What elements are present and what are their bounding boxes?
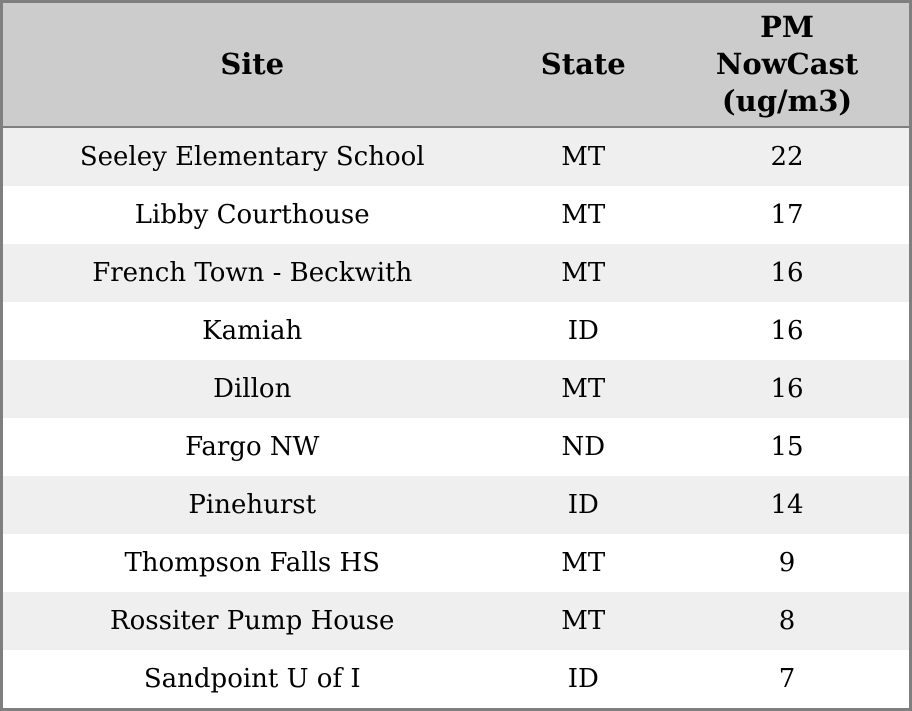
pm-cell: 16 <box>770 258 804 288</box>
state-cell: MT <box>561 374 606 404</box>
pm-cell: 9 <box>778 548 796 578</box>
state-cell: MT <box>561 142 606 172</box>
state-cell: ID <box>567 490 599 520</box>
table-header <box>2 2 911 128</box>
pm-cell: 8 <box>778 606 796 636</box>
state-cell: ID <box>567 316 599 346</box>
col-header-site <box>2 2 502 128</box>
site-cell: Thompson Falls HS <box>124 548 380 578</box>
table-row <box>2 418 911 476</box>
site-cell: Pinehurst <box>188 490 317 520</box>
table-row <box>2 534 911 592</box>
site-cell: Fargo NW <box>185 432 320 462</box>
table-row <box>2 302 911 360</box>
pm-cell: 14 <box>770 490 804 520</box>
col-header-state <box>501 2 665 128</box>
pm-cell: 15 <box>770 432 804 462</box>
table-row <box>2 476 911 534</box>
site-cell: Seeley Elementary School <box>79 142 425 172</box>
pm-cell: 22 <box>770 142 804 172</box>
pm-cell: 16 <box>770 316 804 346</box>
table-row <box>2 186 911 244</box>
state-cell: MT <box>561 548 606 578</box>
site-cell: Kamiah <box>202 316 303 346</box>
col-header-pm-nowcast <box>665 2 910 128</box>
table-row <box>2 244 911 302</box>
state-cell: MT <box>561 606 606 636</box>
table-row <box>2 592 911 650</box>
pm-cell: 7 <box>778 664 796 694</box>
table-body <box>2 127 911 710</box>
state-cell: MT <box>561 200 606 230</box>
state-cell: ID <box>567 664 599 694</box>
site-cell: Sandpoint U of I <box>143 664 361 694</box>
site-cell: Dillon <box>213 374 292 404</box>
site-cell: French Town - Beckwith <box>92 258 413 288</box>
pm-cell: 16 <box>770 374 804 404</box>
table-row <box>2 360 911 418</box>
header-row <box>2 2 911 128</box>
site-cell: Rossiter Pump House <box>110 606 395 636</box>
state-cell: MT <box>561 258 606 288</box>
col-header-site-label: Site <box>220 46 285 81</box>
site-cell: Libby Courthouse <box>134 200 370 230</box>
state-cell: ND <box>561 432 606 462</box>
col-header-pm-nowcast-label: PM NowCast (ug/m3) <box>715 9 859 119</box>
table-row <box>2 127 911 186</box>
pm-cell: 17 <box>770 200 804 230</box>
table-row <box>2 650 911 710</box>
col-header-state-label: State <box>540 46 626 81</box>
